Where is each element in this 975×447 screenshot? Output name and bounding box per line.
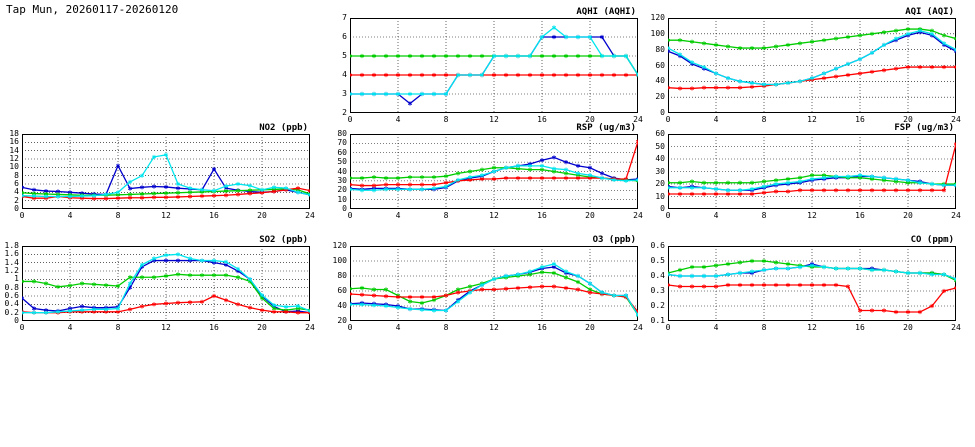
y-axis-tick-label: 1.2 bbox=[4, 266, 19, 275]
y-axis-tick-label: 80 bbox=[655, 44, 665, 54]
x-axis-tick-label: 12 bbox=[807, 323, 817, 332]
x-axis-tick-label: 24 bbox=[951, 211, 961, 220]
x-axis-tick-label: 16 bbox=[537, 115, 547, 124]
y-axis-tick-label: 1.6 bbox=[4, 249, 19, 259]
chart-title: RSP (ug/m3) bbox=[576, 123, 636, 133]
y-axis-tick-label: 40 bbox=[655, 154, 665, 163]
chart-panel bbox=[337, 123, 643, 220]
x-axis-tick-label: 8 bbox=[115, 323, 121, 332]
y-axis-tick-label: 30 bbox=[655, 166, 665, 176]
x-axis-tick-label: 4 bbox=[67, 211, 73, 220]
chart-svg bbox=[350, 134, 638, 209]
y-axis-tick-label: 10 bbox=[337, 194, 347, 204]
y-axis-tick-label: 0 bbox=[14, 316, 19, 325]
chart-panel bbox=[650, 7, 961, 124]
x-axis-tick-label: 8 bbox=[443, 323, 449, 332]
y-axis-tick-label: 40 bbox=[337, 166, 347, 176]
x-axis-tick-label: 16 bbox=[209, 211, 219, 220]
chart-panel bbox=[9, 123, 315, 220]
y-axis-tick-label: 6 bbox=[342, 32, 347, 41]
y-axis-tick-label: 7 bbox=[342, 13, 347, 22]
x-axis-tick-label: 4 bbox=[67, 323, 73, 332]
y-axis-tick-label: 80 bbox=[337, 271, 347, 280]
x-axis-tick-label: 24 bbox=[633, 323, 643, 332]
chart-panel bbox=[650, 235, 961, 332]
x-axis-tick-label: 8 bbox=[761, 115, 767, 124]
x-axis-tick-label: 16 bbox=[209, 323, 219, 332]
x-axis-tick-label: 12 bbox=[807, 211, 817, 220]
y-axis-tick-label: 1.4 bbox=[4, 257, 19, 267]
x-axis-tick-label: 0 bbox=[665, 115, 671, 124]
x-axis-tick-label: 24 bbox=[633, 115, 643, 124]
x-axis-tick-label: 20 bbox=[585, 211, 595, 220]
chart-panel bbox=[4, 235, 315, 332]
y-axis-tick-label: 3 bbox=[342, 89, 347, 98]
y-axis-tick-label: 18 bbox=[9, 129, 19, 138]
y-axis-tick-label: 70 bbox=[337, 138, 347, 148]
chart-title: AQI (AQI) bbox=[905, 7, 954, 17]
x-axis-tick-label: 12 bbox=[161, 211, 171, 220]
y-axis-tick-label: 0 bbox=[660, 204, 665, 213]
chart-svg bbox=[350, 18, 638, 113]
x-axis-tick-label: 12 bbox=[489, 211, 499, 220]
y-axis-tick-label: 16 bbox=[9, 137, 19, 147]
y-axis-tick-label: 10 bbox=[9, 162, 19, 172]
chart-title: O3 (ppb) bbox=[592, 235, 636, 245]
chart-panel bbox=[655, 123, 961, 220]
chart-svg bbox=[668, 134, 956, 209]
chart-svg bbox=[350, 246, 638, 321]
y-axis-tick-label: 20 bbox=[655, 92, 665, 102]
y-axis-tick-label: 60 bbox=[655, 129, 665, 138]
x-axis-tick-label: 8 bbox=[443, 211, 449, 220]
x-axis-tick-label: 8 bbox=[443, 115, 449, 124]
y-axis-tick-label: 0 bbox=[14, 204, 19, 213]
chart-title: AQHI (AQHI) bbox=[576, 7, 636, 17]
x-axis-tick-label: 4 bbox=[713, 115, 719, 124]
y-axis-tick-label: 50 bbox=[337, 157, 347, 167]
x-axis-tick-label: 12 bbox=[489, 323, 499, 332]
x-axis-tick-label: 0 bbox=[19, 323, 25, 332]
x-axis-tick-label: 24 bbox=[951, 323, 961, 332]
chart-svg bbox=[22, 246, 310, 321]
chart-title: NO2 (ppb) bbox=[259, 123, 308, 133]
y-axis-tick-label: 0 bbox=[342, 204, 347, 213]
y-axis-tick-label: 0.8 bbox=[4, 282, 19, 292]
y-axis-tick-label: 8 bbox=[14, 170, 19, 180]
y-axis-tick-label: 20 bbox=[337, 185, 347, 195]
chart-title: FSP (ug/m3) bbox=[894, 123, 954, 133]
x-axis-tick-label: 0 bbox=[347, 323, 353, 332]
x-axis-tick-label: 20 bbox=[585, 323, 595, 332]
chart-svg bbox=[668, 18, 956, 113]
y-axis-tick-label: 40 bbox=[655, 76, 665, 86]
y-axis-tick-label: 0 bbox=[660, 108, 665, 117]
x-axis-tick-label: 4 bbox=[395, 115, 401, 124]
x-axis-tick-label: 4 bbox=[395, 323, 401, 332]
y-axis-tick-label: 120 bbox=[650, 13, 665, 22]
series-line bbox=[668, 285, 956, 312]
y-axis-tick-label: 4 bbox=[14, 187, 19, 197]
chart-title: SO2 (ppb) bbox=[259, 235, 308, 245]
x-axis-tick-label: 16 bbox=[855, 211, 865, 220]
x-axis-tick-label: 12 bbox=[161, 323, 171, 332]
y-axis-tick-label: 12 bbox=[9, 154, 19, 163]
x-axis-tick-label: 16 bbox=[855, 115, 865, 124]
page-title: Tap Mun, 20260117-20260120 bbox=[6, 3, 179, 16]
x-axis-tick-label: 20 bbox=[903, 323, 913, 332]
x-axis-tick-label: 16 bbox=[537, 323, 547, 332]
x-axis-tick-label: 8 bbox=[761, 211, 767, 220]
y-axis-tick-label: 0.6 bbox=[650, 241, 665, 250]
y-axis-tick-label: 20 bbox=[655, 179, 665, 188]
y-axis-tick-label: 0.5 bbox=[650, 256, 665, 265]
y-axis-tick-label: 14 bbox=[9, 145, 19, 155]
y-axis-tick-label: 60 bbox=[337, 147, 347, 157]
chart-panel bbox=[332, 235, 643, 332]
chart-svg bbox=[22, 134, 310, 209]
y-axis-tick-label: 6 bbox=[14, 179, 19, 188]
y-axis-tick-label: 40 bbox=[337, 301, 347, 310]
x-axis-tick-label: 8 bbox=[115, 211, 121, 220]
x-axis-tick-label: 12 bbox=[807, 115, 817, 124]
x-axis-tick-label: 12 bbox=[489, 115, 499, 124]
y-axis-tick-label: 120 bbox=[332, 241, 347, 250]
x-axis-tick-label: 24 bbox=[305, 211, 315, 220]
y-axis-tick-label: 50 bbox=[655, 141, 665, 151]
y-axis-tick-label: 0.3 bbox=[650, 286, 665, 295]
y-axis-tick-label: 0.4 bbox=[650, 271, 665, 280]
y-axis-tick-label: 2 bbox=[14, 195, 19, 205]
x-axis-tick-label: 24 bbox=[305, 323, 315, 332]
y-axis-tick-label: 5 bbox=[342, 51, 347, 60]
y-axis-tick-label: 0.2 bbox=[4, 307, 19, 317]
y-axis-tick-label: 0.2 bbox=[650, 301, 665, 310]
y-axis-tick-label: 20 bbox=[337, 316, 347, 325]
x-axis-tick-label: 4 bbox=[395, 211, 401, 220]
x-axis-tick-label: 24 bbox=[951, 115, 961, 124]
chart-panel bbox=[342, 7, 643, 124]
y-axis-tick-label: 60 bbox=[337, 286, 347, 295]
y-axis-tick-label: 10 bbox=[655, 191, 665, 201]
y-axis-tick-label: 4 bbox=[342, 70, 347, 79]
x-axis-tick-label: 0 bbox=[347, 115, 353, 124]
series-line bbox=[668, 144, 956, 194]
y-axis-tick-label: 0.6 bbox=[4, 291, 19, 300]
x-axis-tick-label: 4 bbox=[713, 323, 719, 332]
x-axis-tick-label: 16 bbox=[537, 211, 547, 220]
y-axis-tick-label: 30 bbox=[337, 175, 347, 185]
x-axis-tick-label: 20 bbox=[257, 323, 267, 332]
x-axis-tick-label: 0 bbox=[665, 323, 671, 332]
x-axis-tick-label: 20 bbox=[585, 115, 595, 124]
y-axis-tick-label: 0.4 bbox=[4, 299, 19, 309]
x-axis-tick-label: 4 bbox=[713, 211, 719, 220]
chart-svg bbox=[668, 246, 956, 321]
x-axis-tick-label: 24 bbox=[633, 211, 643, 220]
x-axis-tick-label: 0 bbox=[19, 211, 25, 220]
x-axis-tick-label: 20 bbox=[257, 211, 267, 220]
y-axis-tick-label: 100 bbox=[650, 28, 665, 38]
x-axis-tick-label: 20 bbox=[903, 115, 913, 124]
x-axis-tick-label: 16 bbox=[855, 323, 865, 332]
x-axis-tick-label: 8 bbox=[761, 323, 767, 332]
y-axis-tick-label: 60 bbox=[655, 60, 665, 70]
y-axis-tick-label: 1 bbox=[14, 274, 19, 284]
x-axis-tick-label: 20 bbox=[903, 211, 913, 220]
y-axis-tick-label: 2 bbox=[342, 108, 347, 117]
x-axis-tick-label: 0 bbox=[665, 211, 671, 220]
y-axis-tick-label: 1.8 bbox=[4, 241, 19, 250]
y-axis-tick-label: 80 bbox=[337, 129, 347, 138]
y-axis-tick-label: 100 bbox=[332, 256, 347, 265]
y-axis-tick-label: 0.1 bbox=[650, 316, 665, 325]
x-axis-tick-label: 0 bbox=[347, 211, 353, 220]
chart-title: CO (ppm) bbox=[910, 235, 954, 245]
